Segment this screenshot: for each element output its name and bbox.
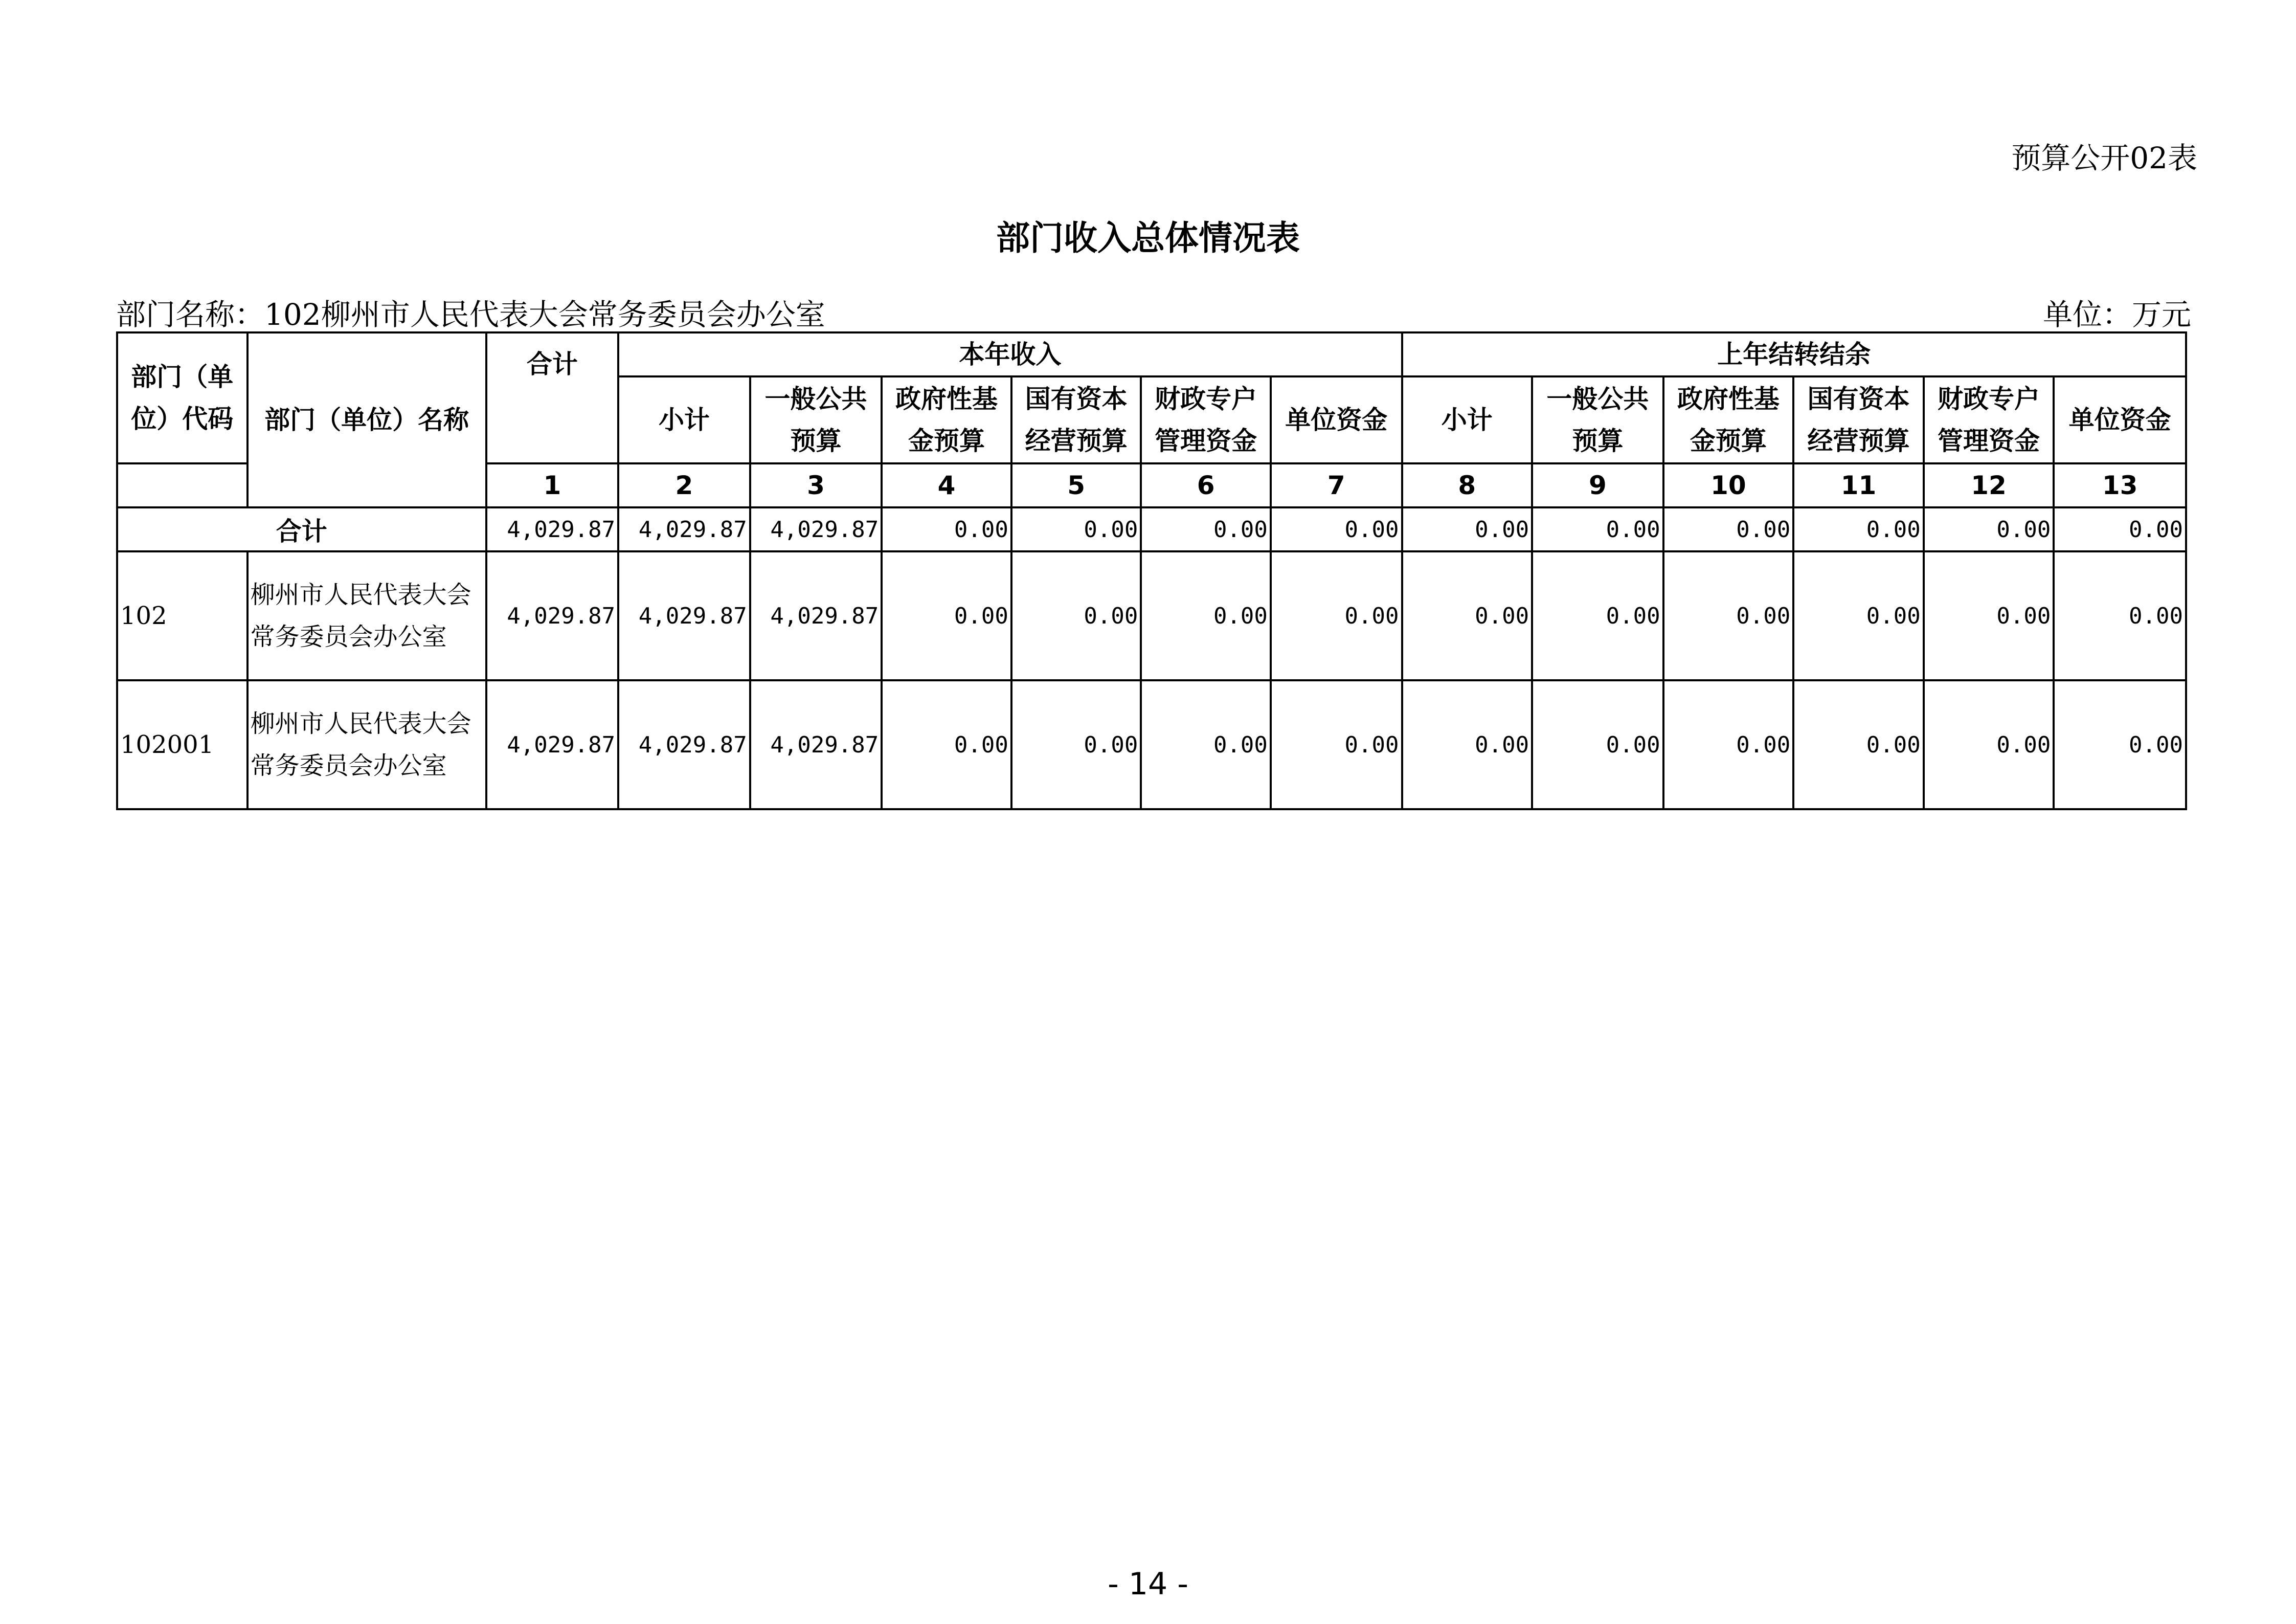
total-cell: 4,029.87 <box>618 507 750 551</box>
col-header-total: 合计 <box>486 332 619 463</box>
total-cell: 4,029.87 <box>750 507 882 551</box>
col-number: 6 <box>1141 463 1271 507</box>
col-header-prior-unit-funds: 单位资金 <box>2054 376 2186 463</box>
total-cell: 0.00 <box>882 507 1011 551</box>
col-number: 4 <box>882 463 1011 507</box>
value-cell: 0.00 <box>1793 680 1924 809</box>
dept-code: 102001 <box>117 680 247 809</box>
value-cell: 4,029.87 <box>618 680 750 809</box>
value-cell: 0.00 <box>1141 680 1271 809</box>
value-cell: 0.00 <box>1663 680 1794 809</box>
dept-name-cell: 柳州市人民代表大会常务委员会办公室 <box>247 551 486 680</box>
col-header-current-subtotal: 小计 <box>618 376 750 463</box>
value-cell: 0.00 <box>1532 551 1663 680</box>
page-title: 部门收入总体情况表 <box>996 218 1300 258</box>
col-header-current-general: 一般公共预算 <box>750 376 882 463</box>
col-number: 3 <box>750 463 882 507</box>
value-cell: 4,029.87 <box>750 680 882 809</box>
value-cell: 0.00 <box>2054 680 2186 809</box>
value-cell: 0.00 <box>1402 551 1533 680</box>
value-cell: 0.00 <box>882 551 1011 680</box>
value-cell: 0.00 <box>1924 680 2054 809</box>
col-header-prior-special-account: 财政专户管理资金 <box>1924 376 2054 463</box>
group-header-prior: 上年结转结余 <box>1402 332 2186 376</box>
total-cell: 0.00 <box>1793 507 1924 551</box>
col-header-current-unit-funds: 单位资金 <box>1271 376 1402 463</box>
group-header-current: 本年收入 <box>618 332 1402 376</box>
value-cell: 0.00 <box>1271 551 1402 680</box>
total-cell: 0.00 <box>1011 507 1141 551</box>
form-number: 预算公开02表 <box>2011 141 2197 175</box>
total-cell: 0.00 <box>1271 507 1402 551</box>
col-number: 8 <box>1402 463 1533 507</box>
col-header-prior-state-capital: 国有资本经营预算 <box>1793 376 1924 463</box>
income-table <box>116 331 2187 810</box>
col-number: 7 <box>1271 463 1402 507</box>
dept-code: 102 <box>117 551 247 680</box>
value-cell: 0.00 <box>1011 680 1141 809</box>
col-number: 9 <box>1532 463 1663 507</box>
value-cell: 0.00 <box>1793 551 1924 680</box>
col-number: 13 <box>2054 463 2186 507</box>
total-cell: 0.00 <box>2054 507 2186 551</box>
value-cell: 4,029.87 <box>486 680 619 809</box>
table-row <box>117 680 2186 809</box>
col-header-prior-fund: 政府性基金预算 <box>1663 376 1794 463</box>
value-cell: 0.00 <box>1532 680 1663 809</box>
value-cell: 0.00 <box>1141 551 1271 680</box>
col-number: 2 <box>618 463 750 507</box>
col-header-prior-general: 一般公共预算 <box>1532 376 1663 463</box>
value-cell: 0.00 <box>2054 551 2186 680</box>
value-cell: 4,029.87 <box>750 551 882 680</box>
col-number: 11 <box>1793 463 1924 507</box>
col-number: 12 <box>1924 463 2054 507</box>
page-number: - 14 - <box>1108 1566 1188 1602</box>
total-cell: 0.00 <box>1141 507 1271 551</box>
dept-name-cell: 柳州市人民代表大会常务委员会办公室 <box>247 680 486 809</box>
value-cell: 0.00 <box>1663 551 1794 680</box>
col-number: 5 <box>1011 463 1141 507</box>
total-cell: 0.00 <box>1532 507 1663 551</box>
total-cell: 0.00 <box>1402 507 1533 551</box>
col-header-current-state-capital: 国有资本经营预算 <box>1011 376 1141 463</box>
col-header-code: 部门（单位）代码 <box>117 332 247 463</box>
value-cell: 0.00 <box>1011 551 1141 680</box>
value-cell: 4,029.87 <box>618 551 750 680</box>
department-name: 部门名称：102柳州市人民代表大会常务委员会办公室 <box>116 297 825 332</box>
value-cell: 4,029.87 <box>486 551 619 680</box>
value-cell: 0.00 <box>1924 551 2054 680</box>
total-cell: 4,029.87 <box>486 507 619 551</box>
col-number: 1 <box>486 463 619 507</box>
unit-label: 单位：万元 <box>2042 297 2191 332</box>
table-row <box>117 551 2186 680</box>
value-cell: 0.00 <box>1271 680 1402 809</box>
code-spacer-cell <box>117 463 247 507</box>
col-header-current-special-account: 财政专户管理资金 <box>1141 376 1271 463</box>
total-cell: 0.00 <box>1924 507 2054 551</box>
col-header-name: 部门（单位）名称 <box>247 332 486 507</box>
total-label: 合计 <box>117 507 486 551</box>
col-header-prior-subtotal: 小计 <box>1402 376 1533 463</box>
total-cell: 0.00 <box>1663 507 1794 551</box>
total-row <box>117 507 2186 551</box>
col-header-current-fund: 政府性基金预算 <box>882 376 1011 463</box>
col-number: 10 <box>1663 463 1794 507</box>
value-cell: 0.00 <box>1402 680 1533 809</box>
header-row-1 <box>117 332 2186 376</box>
value-cell: 0.00 <box>882 680 1011 809</box>
